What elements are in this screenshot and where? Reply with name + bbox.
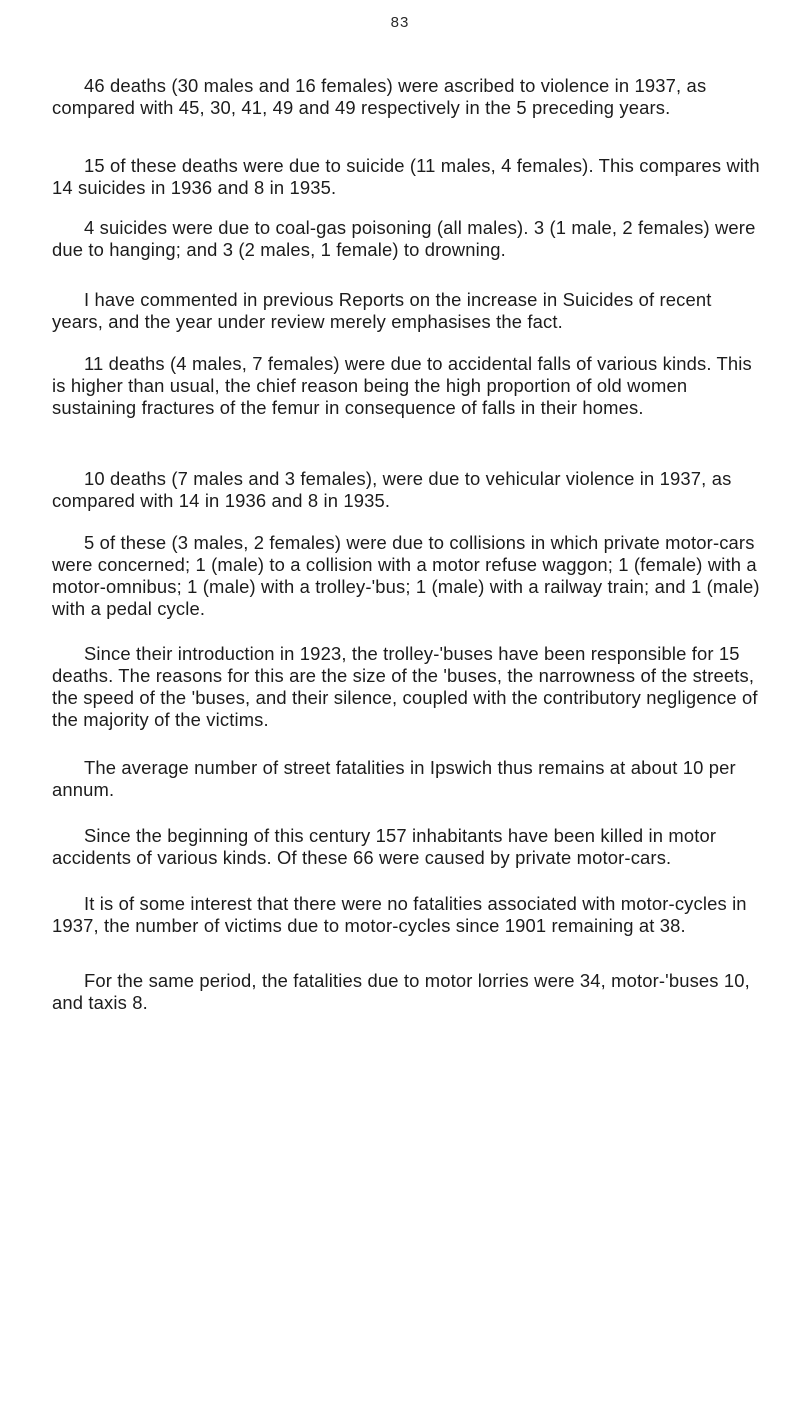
paragraph-collisions: 5 of these (3 males, 2 females) were due to collisions in which private motor-cars were concerned; 1 (male) to a collision with a motor refuse waggon; 1 (female) with a motor-omnibus; 1 (male) with a trolley-'bus; 1 (male) with a railway train; and 1 (male) with a pedal cycle. xyxy=(52,532,760,619)
page-number: 83 xyxy=(390,14,410,31)
paragraph-motor-cycles: It is of some interest that there were no fatalities associated with motor-cycles in 1937, the number of victims due to motor-cycles since 1901 remaining at 38. xyxy=(52,893,747,936)
paragraph-vehicular-violence: 10 deaths (7 males and 3 females), were due to vehicular violence in 1937, as compared with 14 in 1936 and 8 in 1935. xyxy=(52,468,732,511)
paragraph-lorries-buses-taxis: For the same period, the fatalities due to motor lorries were 34, motor-'buses 10, and taxis 8. xyxy=(52,970,750,1013)
paragraph-suicides: 15 of these deaths were due to suicide (11 males, 4 females). This compares with 14 suicides in 1936 and 8 in 1935. xyxy=(52,155,760,198)
paragraph-street-fatalities: The average number of street fatalities in Ipswich thus remains at about 10 per annum. xyxy=(52,757,736,800)
paragraph-suicide-comment: I have commented in previous Reports on the increase in Suicides of recent years, and the year under review merely emphasises the fact. xyxy=(52,289,712,332)
paragraph-trolley-buses: Since their introduction in 1923, the trolley-'buses have been responsible for 15 deaths. The reasons for this are the size of the 'buses, the narrowness of the streets, the speed of the 'buses, and their silence, coupled with the contributory negligence of the majority of the victims. xyxy=(52,643,758,730)
paragraph-violence-deaths: 46 deaths (30 males and 16 females) were ascribed to violence in 1937, as compared with 45, 30, 41, 49 and 49 respectively in the 5 preceding years. xyxy=(52,75,707,118)
paragraph-suicide-methods: 4 suicides were due to coal-gas poisoning (all males). 3 (1 male, 2 females) were due to hanging; and 3 (2 males, 1 female) to drowning. xyxy=(52,217,756,260)
paragraph-motor-accidents: Since the beginning of this century 157 inhabitants have been killed in motor accidents of various kinds. Of these 66 were caused by private motor-cars. xyxy=(52,825,717,868)
paragraph-accidental-falls: 11 deaths (4 males, 7 females) were due to accidental falls of various kinds. This is higher than usual, the chief reason being the high proportion of old women sustaining fractures of the femur in consequence of falls in their homes. xyxy=(52,353,752,418)
